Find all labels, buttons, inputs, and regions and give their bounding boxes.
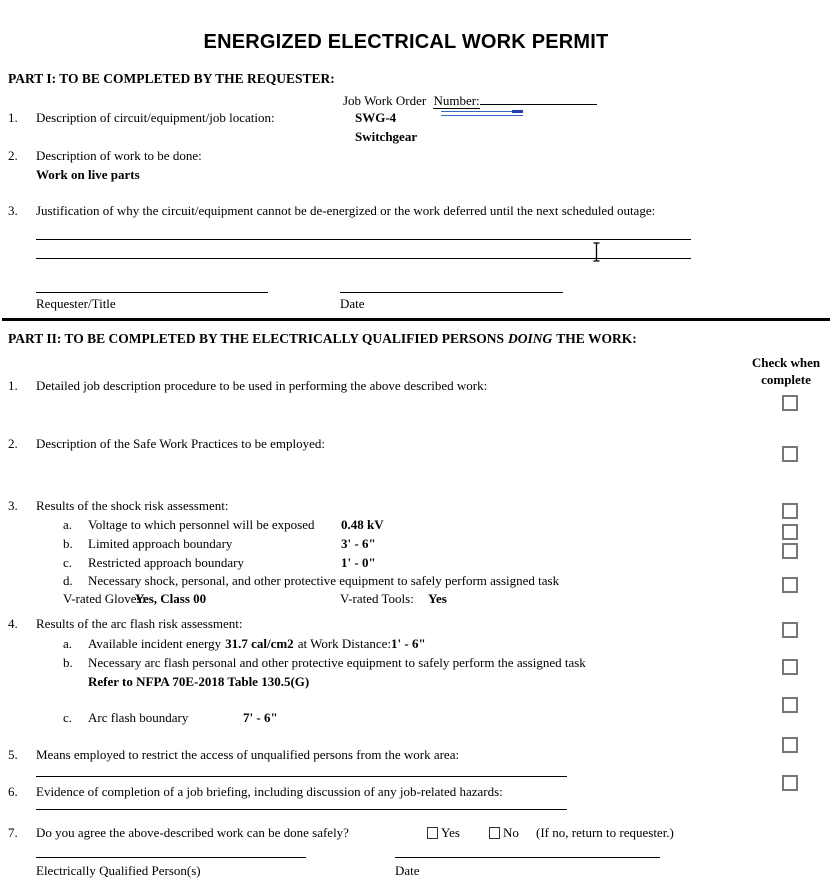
- job-work-order-label: Job Work Order: [343, 93, 427, 108]
- part2-item-2: [8, 436, 325, 451]
- item-letter: a.: [63, 517, 73, 532]
- section-divider: [2, 318, 830, 321]
- item-letter: b.: [63, 536, 73, 551]
- item-label: Justification of why the circuit/equipment cannot be de-energized or the work deferred until the next scheduled outage:: [36, 203, 656, 218]
- checkbox-item4c-complete[interactable]: [782, 697, 798, 713]
- item-number: 5.: [8, 747, 18, 762]
- qualified-person-label: Electrically Qualified Person(s): [36, 863, 201, 878]
- justification-line-1[interactable]: [36, 239, 691, 240]
- requester-signature-line[interactable]: [36, 292, 268, 293]
- part2-heading-emphasis: DOING: [508, 331, 553, 346]
- item-label: Description of work to be done:: [36, 148, 202, 163]
- item-number: 4.: [8, 616, 18, 631]
- item-label-part2: at Work Distance:: [297, 636, 391, 651]
- no-label: No: [503, 825, 519, 840]
- part2-item-6: [8, 784, 503, 799]
- part1-item-2: [8, 148, 202, 163]
- checkbox-item5-complete[interactable]: [782, 737, 798, 753]
- checkbox-item3a-complete[interactable]: [782, 503, 798, 519]
- item-number: 7.: [8, 825, 18, 840]
- part2-item-3c-value: 1' - 0": [341, 555, 376, 570]
- qualified-person-signature-line[interactable]: [36, 857, 306, 858]
- item-label: Limited approach boundary: [88, 536, 233, 551]
- part2-heading: [8, 331, 637, 346]
- checkbox-item3b-complete[interactable]: [782, 524, 798, 540]
- checkbox-item4b-complete[interactable]: [782, 659, 798, 675]
- check-column-header-line1: Check when: [751, 355, 821, 370]
- part2-item-3a: [63, 517, 315, 532]
- i-beam-cursor: [591, 242, 602, 266]
- item-label: Description of the Safe Work Practices to be employed:: [36, 436, 325, 451]
- checkbox-item4a-complete[interactable]: [782, 622, 798, 638]
- part2-item-4b-note: Refer to NFPA 70E-2018 Table 130.5(G): [88, 674, 310, 689]
- part2-item-1: [8, 378, 487, 393]
- item-letter: b.: [63, 655, 73, 670]
- item-letter: c.: [63, 555, 73, 570]
- check-column-header-line2: complete: [761, 372, 811, 387]
- work-distance-value: 1' - 6": [391, 636, 426, 651]
- part2-item-3c: [63, 555, 244, 570]
- qualified-person-date-label: Date: [395, 863, 420, 878]
- part1-item-3: [8, 203, 655, 218]
- part1-item-1: [8, 110, 275, 125]
- item-number: 1.: [8, 378, 18, 393]
- item-letter: a.: [63, 636, 73, 651]
- requester-title-label: Requester/Title: [36, 296, 116, 311]
- item-number: 3.: [8, 203, 18, 218]
- item-letter: d.: [63, 573, 73, 588]
- item5-answer-line[interactable]: [36, 776, 567, 777]
- requester-date-line[interactable]: [340, 292, 563, 293]
- incident-energy-value: 31.7 cal/cm2: [225, 636, 294, 651]
- part1-item-1-value-line2: Switchgear: [355, 129, 418, 144]
- item6-answer-line[interactable]: [36, 809, 567, 810]
- qualified-person-date-line[interactable]: [395, 857, 660, 858]
- part2-heading-suffix: THE WORK:: [556, 331, 637, 346]
- page-title: ENERGIZED ELECTRICAL WORK PERMIT: [203, 31, 609, 53]
- item-label: Restricted approach boundary: [88, 555, 244, 570]
- part2-item-4a: [63, 636, 426, 651]
- part1-item-2-value: Work on live parts: [36, 167, 140, 182]
- item-label: Means employed to restrict the access of unqualified persons from the work area:: [36, 747, 460, 762]
- item-number: 3.: [8, 498, 18, 513]
- part2-item-4b: [63, 655, 586, 670]
- spellcheck-underline: [441, 111, 523, 116]
- item-label: Detailed job description procedure to be used in performing the above described work:: [36, 378, 488, 393]
- checkbox-item6-complete[interactable]: [782, 775, 798, 791]
- item-label: Evidence of completion of a job briefing, including discussion of any job-related hazards:: [36, 784, 503, 799]
- item-label: Results of the arc flash risk assessment:: [36, 616, 243, 631]
- part2-item-3b-value: 3' - 6": [341, 536, 376, 551]
- item-label: Voltage to which personnel will be exposed: [88, 517, 315, 532]
- part2-item-4: [8, 616, 243, 631]
- vrated-tools-label: V-rated Tools:: [340, 591, 414, 606]
- job-work-order-blank-field[interactable]: [480, 104, 597, 105]
- part2-item-7: [8, 825, 349, 840]
- vrated-tools-value: Yes: [428, 591, 447, 606]
- requester-date-label: Date: [340, 296, 365, 311]
- if-no-note: (If no, return to requester.): [536, 825, 674, 840]
- vrated-gloves-value: Yes, Class 00: [135, 591, 207, 606]
- item-letter: c.: [63, 710, 73, 725]
- job-work-order-row: [343, 93, 597, 108]
- part2-heading-prefix: PART II: TO BE COMPLETED BY THE ELECTRICALLY QUALIFIED PERSONS: [8, 331, 505, 346]
- yes-checkbox[interactable]: [427, 827, 438, 839]
- checkbox-item2-complete[interactable]: [782, 446, 798, 462]
- part1-heading: PART I: TO BE COMPLETED BY THE REQUESTER:: [8, 71, 335, 86]
- yes-label: Yes: [441, 825, 460, 840]
- checkbox-item3c-complete[interactable]: [782, 543, 798, 559]
- item-number: 2.: [8, 436, 18, 451]
- item-label: Description of circuit/equipment/job location:: [36, 110, 275, 125]
- part2-item-5: [8, 747, 459, 762]
- checkbox-item3d-complete[interactable]: [782, 577, 798, 593]
- vrated-gloves-label: V-rated Gloves:: [63, 591, 146, 606]
- job-work-order-field-label: Number:: [433, 93, 480, 108]
- item-number: 6.: [8, 784, 18, 799]
- item-label: Necessary arc flash personal and other protective equipment to safely perform the assigned task: [88, 655, 586, 670]
- part2-item-3a-value: 0.48 kV: [341, 517, 384, 532]
- item-label-part1: Available incident energy: [88, 636, 222, 651]
- item-number: 1.: [8, 110, 18, 125]
- item-label: Results of the shock risk assessment:: [36, 498, 229, 513]
- item-number: 2.: [8, 148, 18, 163]
- item-label: Do you agree the above-described work can be done safely?: [36, 825, 349, 840]
- checkbox-item1-complete[interactable]: [782, 395, 798, 411]
- spellcheck-underline-end: [512, 110, 523, 113]
- part2-item-4c: [63, 710, 188, 725]
- part1-item-1-value-line1: SWG-4: [355, 110, 397, 125]
- part2-item-3d: [63, 573, 559, 588]
- part2-item-3b: [63, 536, 232, 551]
- part2-item-4c-value: 7' - 6": [243, 710, 278, 725]
- part2-item-3: [8, 498, 228, 513]
- item-label: Necessary shock, personal, and other protective equipment to safely perform assigned task: [88, 573, 560, 588]
- item-label: Arc flash boundary: [88, 710, 189, 725]
- no-checkbox[interactable]: [489, 827, 500, 839]
